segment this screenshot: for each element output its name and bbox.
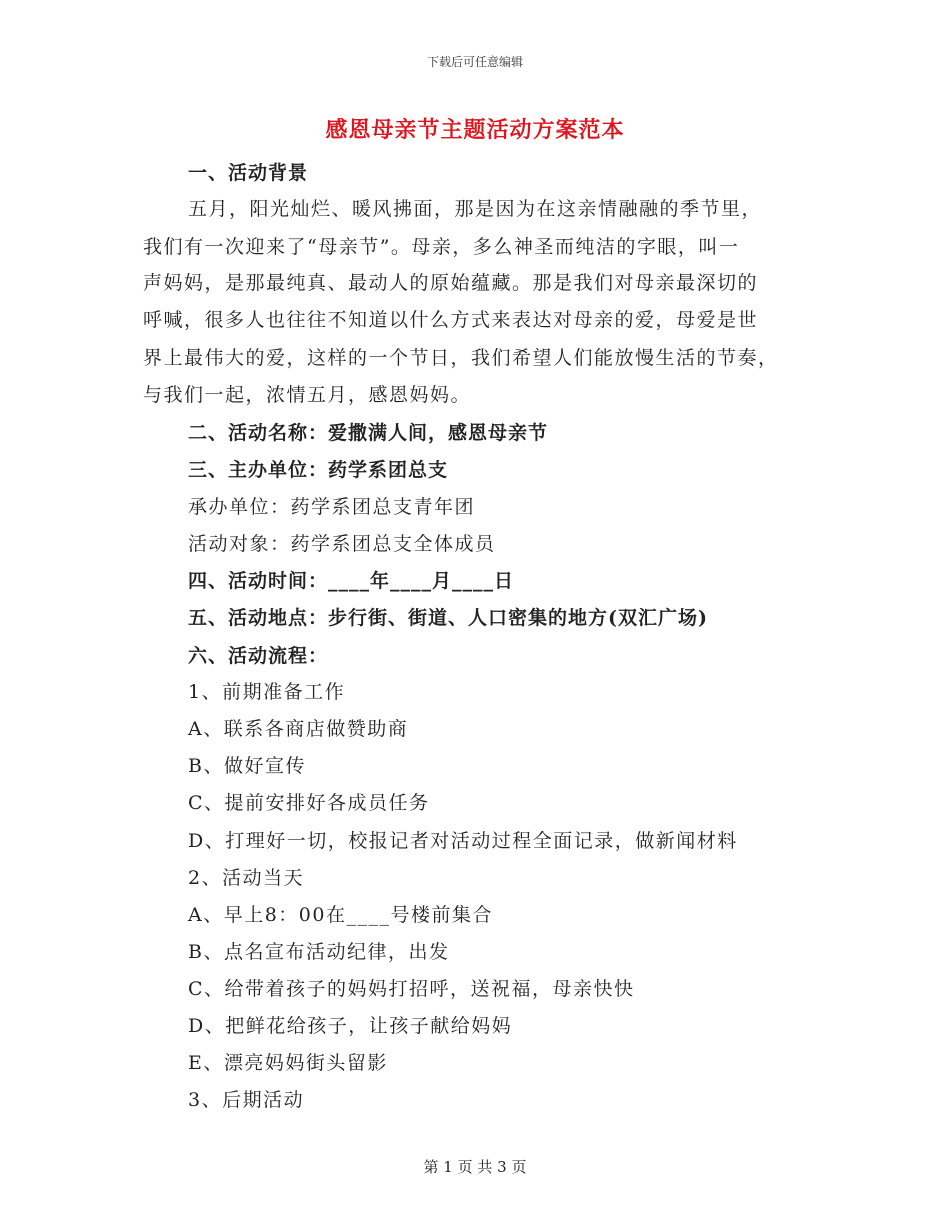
- step-heading: 3、后期活动: [188, 1089, 305, 1111]
- list-item: E、漂亮妈妈街头留影: [188, 1052, 388, 1074]
- list-item: D、打理好一切，校报记者对活动过程全面记录，做新闻材料: [188, 830, 738, 852]
- list-item: B、点名宣布活动纪律，出发: [188, 941, 450, 963]
- section-heading-time: 四、活动时间：____年____月____日: [188, 570, 515, 592]
- list-item: B、做好宣传: [188, 755, 306, 777]
- list-item: D、把鲜花给孩子，让孩子献给妈妈: [188, 1015, 513, 1037]
- section-heading-background: 一、活动背景: [188, 162, 309, 184]
- step-heading: 2、活动当天: [188, 867, 305, 889]
- section-heading-location: 五、活动地点：步行街、街道、人口密集的地方(双汇广场): [188, 607, 708, 629]
- paragraph-line: 呼喊，很多人也往往不知道以什么方式来表达对母亲的爱，母爱是世: [143, 309, 759, 331]
- page-footer: 第 1 页 共 3 页: [423, 1158, 527, 1176]
- paragraph-line: 界上最伟大的爱，这样的一个节日，我们希望人们能放慢生活的节奏，: [143, 347, 779, 369]
- list-item: A、联系各商店做赞助商: [188, 718, 409, 740]
- list-item: C、提前安排好各成员任务: [188, 792, 430, 814]
- list-item: A、早上8：00在____号楼前集合: [188, 904, 493, 926]
- target-line: 活动对象：药学系团总支全体成员: [188, 533, 496, 555]
- paragraph-line: 我们有一次迎来了“母亲节”。母亲，多么神圣而纯洁的字眼，叫一: [143, 236, 740, 258]
- section-heading-organizer: 三、主办单位：药学系团总支: [188, 459, 449, 481]
- list-item: C、给带着孩子的妈妈打招呼，送祝福，母亲快快: [188, 978, 635, 1000]
- paragraph-line: 声妈妈，是那最纯真、最动人的原始蕴藏。那是我们对母亲最深切的: [143, 272, 759, 294]
- paragraph-line: 五月，阳光灿烂、暖风拂面，那是因为在这亲情融融的季节里，: [188, 198, 763, 220]
- co-organizer-line: 承办单位：药学系团总支青年团: [188, 496, 476, 518]
- section-heading-process: 六、活动流程：: [188, 645, 329, 667]
- document-title: 感恩母亲节主题活动方案范本: [325, 117, 625, 143]
- step-heading: 1、前期准备工作: [188, 681, 346, 703]
- paragraph-line: 与我们一起，浓情五月，感恩妈妈。: [143, 384, 472, 406]
- page-header: 下载后可任意编辑: [426, 55, 523, 69]
- section-heading-name: 二、活动名称：爱撒满人间，感恩母亲节: [188, 422, 549, 444]
